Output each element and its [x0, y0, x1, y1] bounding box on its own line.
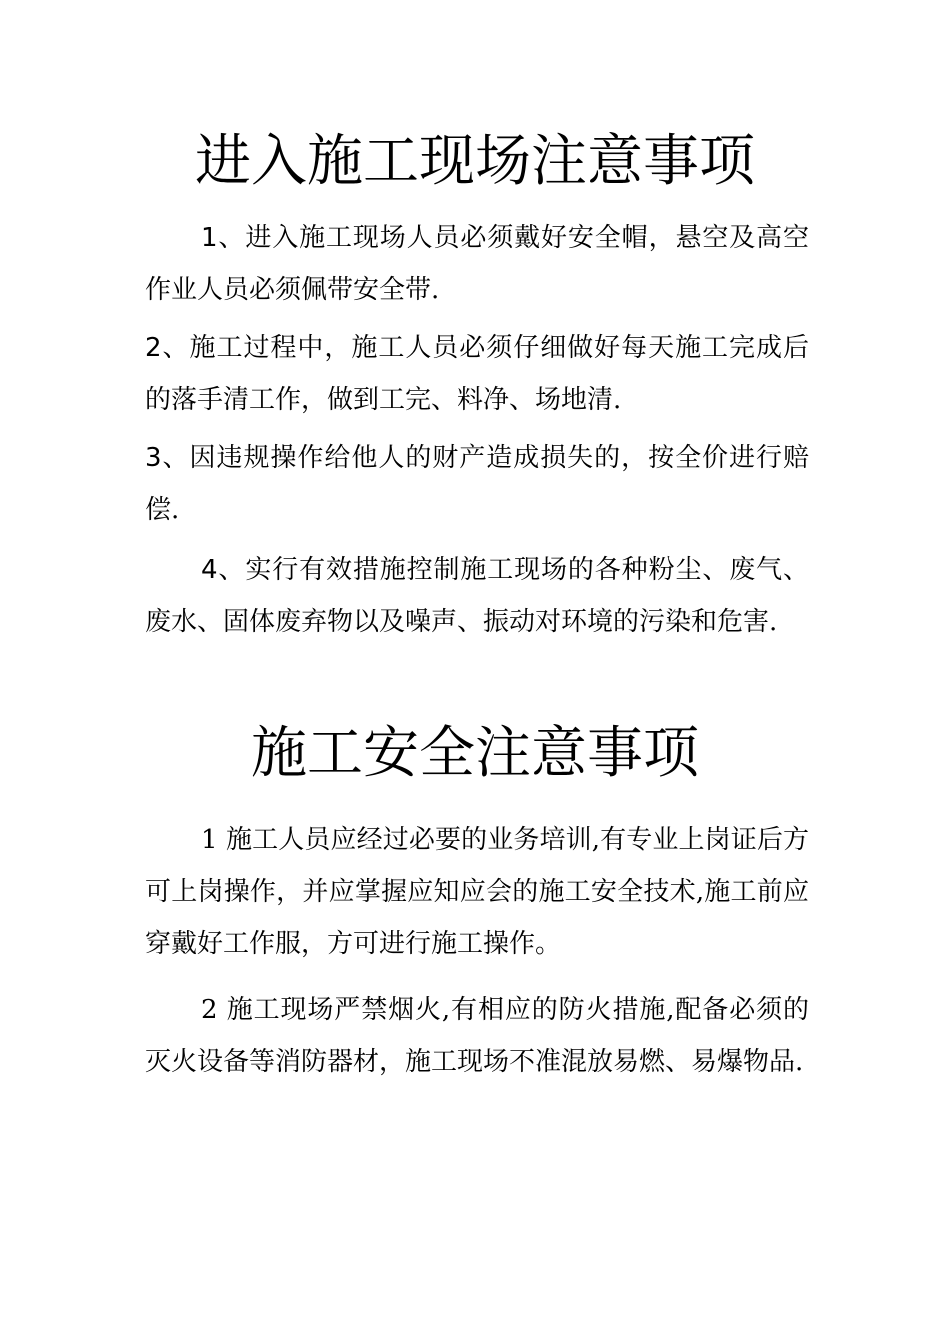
section-2-title: 施工安全注意事项	[251, 721, 699, 786]
item-text: 、因违规操作给他人的财产造成损失的，按全价进行赔偿.	[145, 443, 809, 525]
item-number: 1	[201, 825, 218, 855]
section-1-item-1	[145, 212, 809, 316]
section-1-item-2	[145, 322, 809, 426]
item-text: 、施工过程中，施工人员必须仔细做好每天施工完成后的落手清工作，做到工完、料净、场地清.	[145, 333, 809, 415]
section-1-item-3	[145, 432, 809, 536]
item-text: 施工现场严禁烟火,有相应的防火措施,配备必须的灭火设备等消防器材，施工现场不准混放易燃、易爆物品.	[145, 995, 809, 1077]
item-text: 施工人员应经过必要的业务培训,有专业上岗证后方可上岗操作，并应掌握应知应会的施工安全技术,施工前应穿戴好工作服，方可进行施工操作。	[145, 825, 809, 959]
item-number: 2	[201, 995, 218, 1025]
section-2-item-1	[145, 814, 809, 970]
item-text: 、进入施工现场人员必须戴好安全帽，悬空及高空作业人员必须佩带安全带.	[145, 223, 809, 305]
section-1-item-4	[145, 544, 809, 648]
section-2-item-2	[145, 984, 809, 1088]
item-number: 4	[201, 555, 218, 585]
item-number: 1	[201, 223, 218, 253]
item-text: 、实行有效措施控制施工现场的各种粉尘、废气、废水、固体废弃物以及噪声、振动对环境的污染和危害.	[145, 555, 809, 637]
section-1-title: 进入施工现场注意事项	[195, 129, 755, 194]
item-number: 2	[145, 333, 162, 363]
item-number: 3	[145, 443, 162, 473]
